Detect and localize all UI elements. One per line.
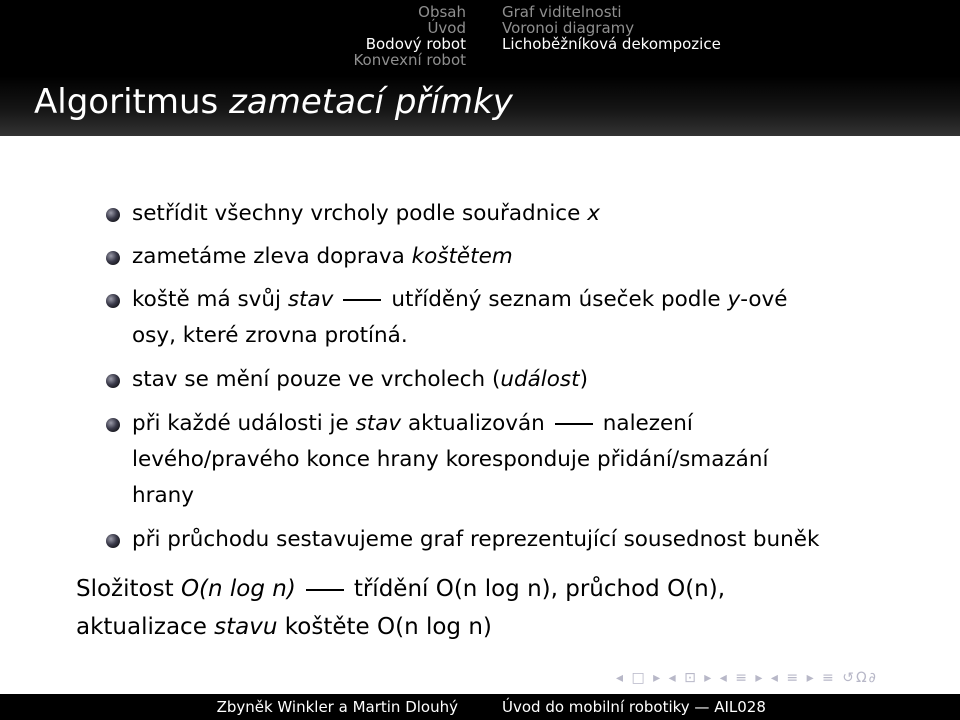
nav-item-lichobeznikova[interactable]: Lichoběžníková dekompozice	[502, 35, 721, 53]
em-dash	[306, 589, 344, 591]
list-item-state-cont: osy, které zrovna protíná.	[132, 323, 408, 348]
bullet-icon	[106, 208, 120, 222]
bullet-icon	[106, 418, 120, 432]
list-item-update-cont2: hrany	[132, 483, 194, 508]
nav-subsections-right	[502, 4, 721, 52]
nav-item-graf-viditelnosti[interactable]: Graf viditelnosti	[502, 3, 622, 21]
nav-item-obsah[interactable]: Obsah	[418, 3, 466, 21]
slide-title	[34, 82, 513, 122]
nav-sections-left	[353, 4, 466, 68]
nav-item-voronoi[interactable]: Voronoi diagramy	[502, 19, 635, 37]
list-item-sweep: zametáme zleva doprava koštětem	[132, 244, 513, 269]
bullet-icon	[106, 294, 120, 308]
em-dash	[343, 299, 381, 301]
list-item-state: koště má svůj stav utříděný seznam úseček podle y-ové	[132, 287, 788, 312]
footer-course: Úvod do mobilní robotiky — AIL028	[502, 698, 766, 716]
list-item-update: při každé události je stav aktualizován nalezení	[132, 411, 693, 436]
nav-item-uvod[interactable]: Úvod	[427, 19, 466, 37]
list-item-update-cont: levého/pravého konce hrany koresponduje přidání/smazání	[132, 447, 769, 472]
em-dash	[555, 423, 593, 425]
slide-footer	[0, 694, 960, 720]
list-item-sort: setřídit všechny vrcholy podle souřadnice x	[132, 201, 600, 226]
slide-title-bar	[0, 76, 960, 136]
title-plain: Algoritmus	[34, 82, 219, 122]
bullet-icon	[106, 534, 120, 548]
complexity-line-1: Složitost O(n log n) třídění O(n log n), průchod O(n),	[76, 576, 726, 602]
list-item-graph: při průchodu sestavujeme graf reprezentující sousednost buněk	[132, 527, 820, 552]
bullet-icon	[106, 251, 120, 265]
section-navigation-header	[0, 0, 960, 76]
title-italic: zametací přímky	[229, 82, 513, 122]
nav-item-bodovy-robot[interactable]: Bodový robot	[365, 35, 466, 53]
bullet-icon	[106, 374, 120, 388]
complexity-line-2: aktualizace stavu koštěte O(n log n)	[76, 614, 492, 640]
nav-item-konvexni-robot[interactable]: Konvexní robot	[353, 51, 466, 69]
beamer-navigation-icons[interactable]: ◂ □ ▸ ◂ ⊡ ▸ ◂ ≡ ▸ ◂ ≡ ▸ ≡ ↺Ω∂	[616, 670, 878, 686]
footer-authors: Zbyněk Winkler a Martin Dlouhý	[216, 698, 458, 716]
list-item-event: stav se mění pouze ve vrcholech (událost)	[132, 367, 588, 392]
